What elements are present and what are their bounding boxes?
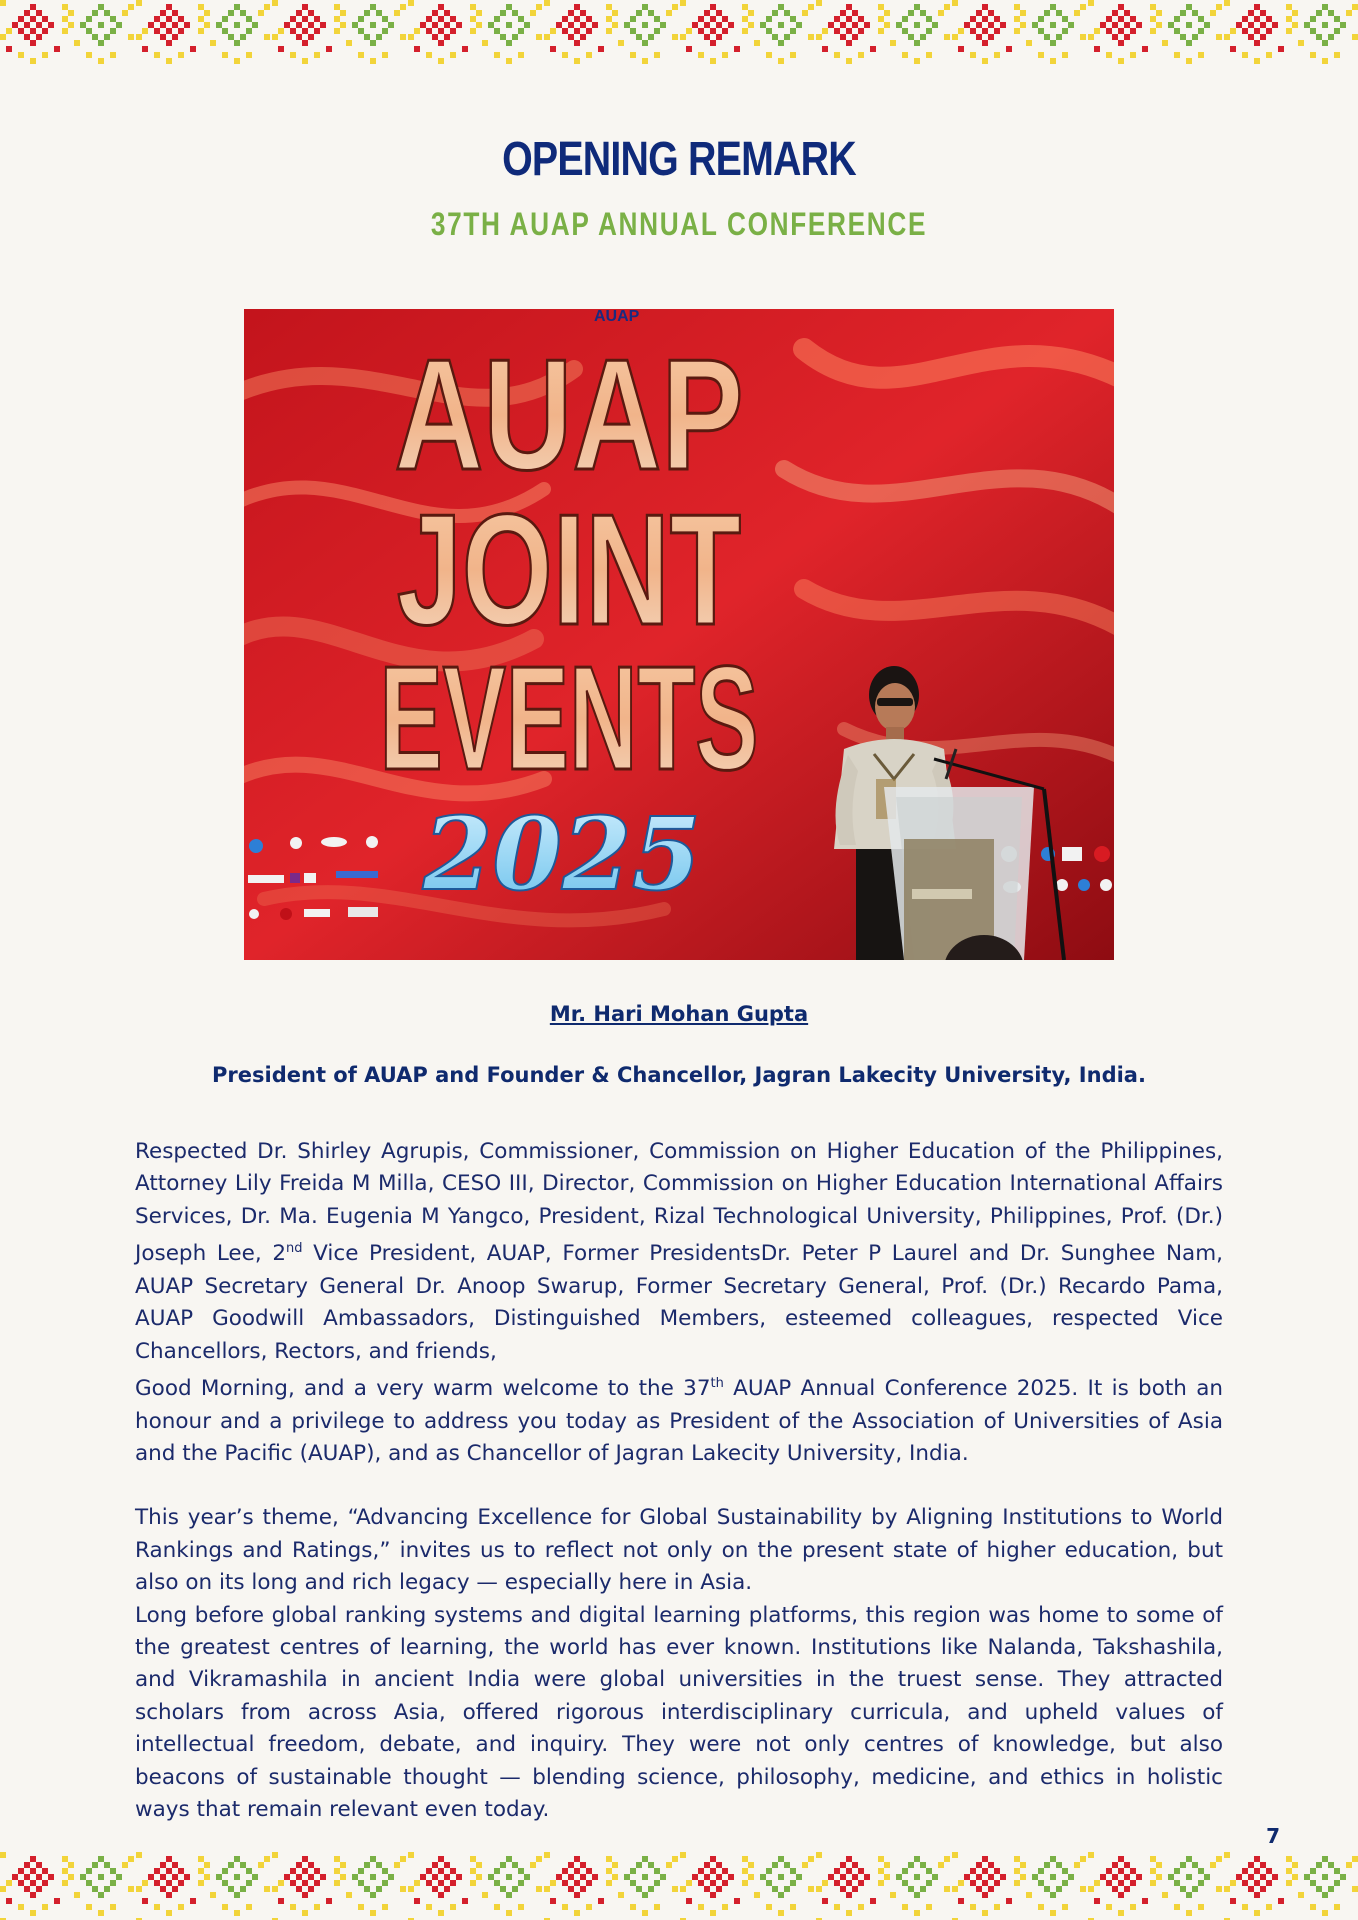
page-title: OPENING REMARK	[502, 133, 856, 186]
speech-paragraph: Long before global ranking systems and digital learning platforms, this region was home to some of the greatest centres of learning, the world has ever known. Institutions like Nalanda, Takshashila, and Vikramashila in ancient India were global universities in the truest sense. They attracted scholars from across Asia, offered rigorous interdisciplinary curricula, and upheld values of intellectual freedom, debate, and inquiry. They were not only centres of knowledge, but also beacons of sustainable thought — blending science, philosophy, medicine, and ethics in holistic ways that remain relevant even today.	[135, 1602, 1223, 1823]
screen-text-auap: AUAP	[394, 327, 744, 504]
speech-body	[135, 1136, 1223, 1826]
top-decorative-border	[0, 0, 1358, 66]
speech-text: Respected Dr. Shirley Agrupis, Commissioner, Commission on Higher Education of the Philippines, Attorney Lily Freida M Milla, CESO III, Director, Commission on Higher Education International Affairs Services, Dr. Ma. Eugenia M Yangco, President, Rizal Technological University, Philippines, Prof. (Dr.) Joseph Lee, 2	[135, 1139, 1223, 1267]
screen-text-events: EVENTS	[379, 636, 759, 802]
speech-text: Good Morning, and a very warm welcome to the 37	[135, 1376, 711, 1402]
speech-paragraph: This year’s theme, “Advancing Excellence for Global Sustainability by Aligning Institutions to World Rankings and Ratings,” invites us to reflect not only on the present state of higher education, but also on its long and rich legacy — especially here in Asia.	[135, 1505, 1223, 1596]
screen-text-year: 2025	[422, 795, 702, 913]
speaker-role: President of AUAP and Founder & Chancellor, Jagran Lakecity University, India.	[212, 1063, 1146, 1087]
speaker-name: Mr. Hari Mohan Gupta	[549, 1002, 809, 1026]
page-subtitle: 37TH AUAP ANNUAL CONFERENCE	[430, 206, 928, 242]
ordinal-suffix: th	[710, 1376, 724, 1391]
speech-text: AUAP Annual Conference 2025. It is both an honour and a privilege to address you today as President of the Association of Universities of Asia and the Pacific (AUAP), and as Chancellor of Jagran Lakecity University, India.	[135, 1376, 1223, 1466]
photo-small-logo-text: AUAP	[594, 309, 640, 325]
bottom-decorative-border	[0, 1852, 1358, 1920]
speech-paragraph	[135, 1136, 1223, 1368]
speech-paragraph	[135, 1368, 1223, 1470]
screen-text-joint: JOINT	[396, 481, 742, 659]
speech-text: Vice President, AUAP, Former PresidentsDr. Peter P Laurel and Dr. Sunghee Nam, AUAP Secretary General Dr. Anoop Swarup, Former Secretary General, Prof. (Dr.) Recardo Pama, AUAP Goodwill Ambassadors, Distinguished Members, esteemed colleagues, respected Vice Chancellors, Rectors, and friends,	[135, 1241, 1223, 1364]
ordinal-suffix: nd	[286, 1241, 303, 1257]
page-number: 7	[1266, 1824, 1280, 1848]
event-photo	[244, 309, 1114, 960]
